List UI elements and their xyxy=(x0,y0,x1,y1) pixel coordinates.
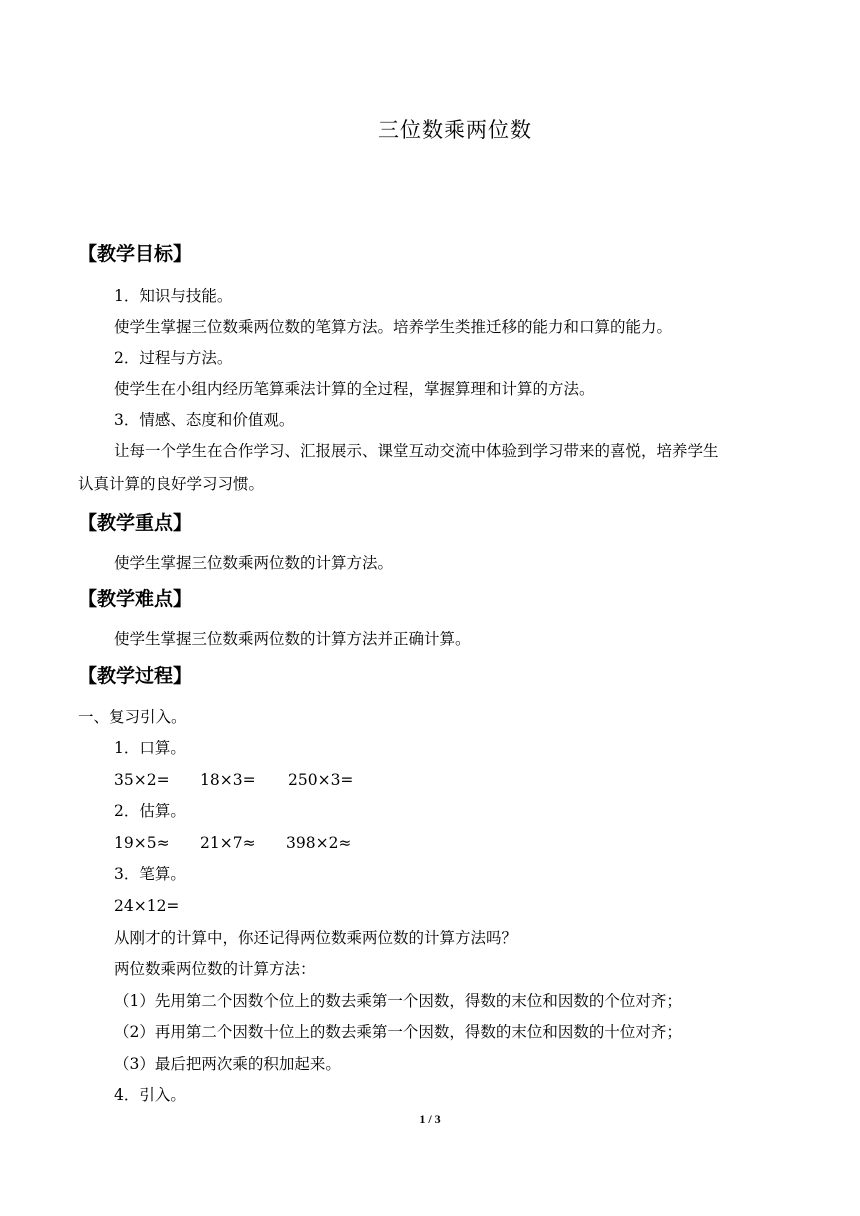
page-number: 1 / 3 xyxy=(419,1112,441,1126)
oral-item: 18×3= xyxy=(200,771,256,789)
estimate-item: 19×5≈ xyxy=(114,834,170,852)
key-point-text: 使学生掌握三位数乘两位数的计算方法。 xyxy=(114,554,394,572)
estimate-item: 398×2≈ xyxy=(286,834,352,852)
goals-heading: 【教学目标】 xyxy=(78,243,193,265)
key-point-heading: 【教学重点】 xyxy=(78,512,193,534)
estimate-items xyxy=(114,833,351,853)
method-step-3: （3）最后把两次乘的积加起来。 xyxy=(114,1055,341,1073)
difficult-point-heading: 【教学难点】 xyxy=(78,588,193,610)
method-step-1: （1）先用第二个因数个位上的数去乘第一个因数，得数的末位和因数的个位对齐； xyxy=(114,992,682,1010)
goal-3-text-line1: 让每一个学生在合作学习、汇报展示、课堂互动交流中体验到学习带来的喜悦，培养学生 xyxy=(114,442,719,460)
method-title: 两位数乘两位数的计算方法： xyxy=(114,960,316,978)
goal-2-title: 2．过程与方法。 xyxy=(114,349,233,367)
goal-1-title: 1．知识与技能。 xyxy=(114,287,233,305)
oral-item: 35×2= xyxy=(114,771,170,789)
oral-items xyxy=(114,770,353,790)
page-title: 三位数乘两位数 xyxy=(378,118,532,142)
oral-title: 1．口算。 xyxy=(114,739,186,757)
goal-3-text-line2: 认真计算的良好学习习惯。 xyxy=(78,475,265,493)
goal-2-text: 使学生在小组内经历笔算乘法计算的全过程，掌握算理和计算的方法。 xyxy=(114,380,595,398)
process-step-1: 一、复习引入。 xyxy=(78,708,187,726)
oral-item: 250×3= xyxy=(288,771,354,789)
difficult-point-text: 使学生掌握三位数乘两位数的计算方法并正确计算。 xyxy=(114,630,471,648)
process-heading: 【教学过程】 xyxy=(78,665,193,687)
written-item: 24×12= xyxy=(114,897,180,915)
goal-3-title: 3．情感、态度和价值观。 xyxy=(114,411,295,429)
review-question: 从刚才的计算中，你还记得两位数乘两位数的计算方法吗？ xyxy=(114,929,518,947)
estimate-title: 2．估算。 xyxy=(114,802,186,820)
goal-1-text: 使学生掌握三位数乘两位数的笔算方法。培养学生类推迁移的能力和口算的能力。 xyxy=(114,318,673,336)
estimate-item: 21×7≈ xyxy=(200,834,256,852)
method-step-2: （2）再用第二个因数十位上的数去乘第一个因数，得数的末位和因数的十位对齐； xyxy=(114,1023,682,1041)
intro-title: 4．引入。 xyxy=(114,1086,186,1104)
written-title: 3．笔算。 xyxy=(114,865,186,883)
